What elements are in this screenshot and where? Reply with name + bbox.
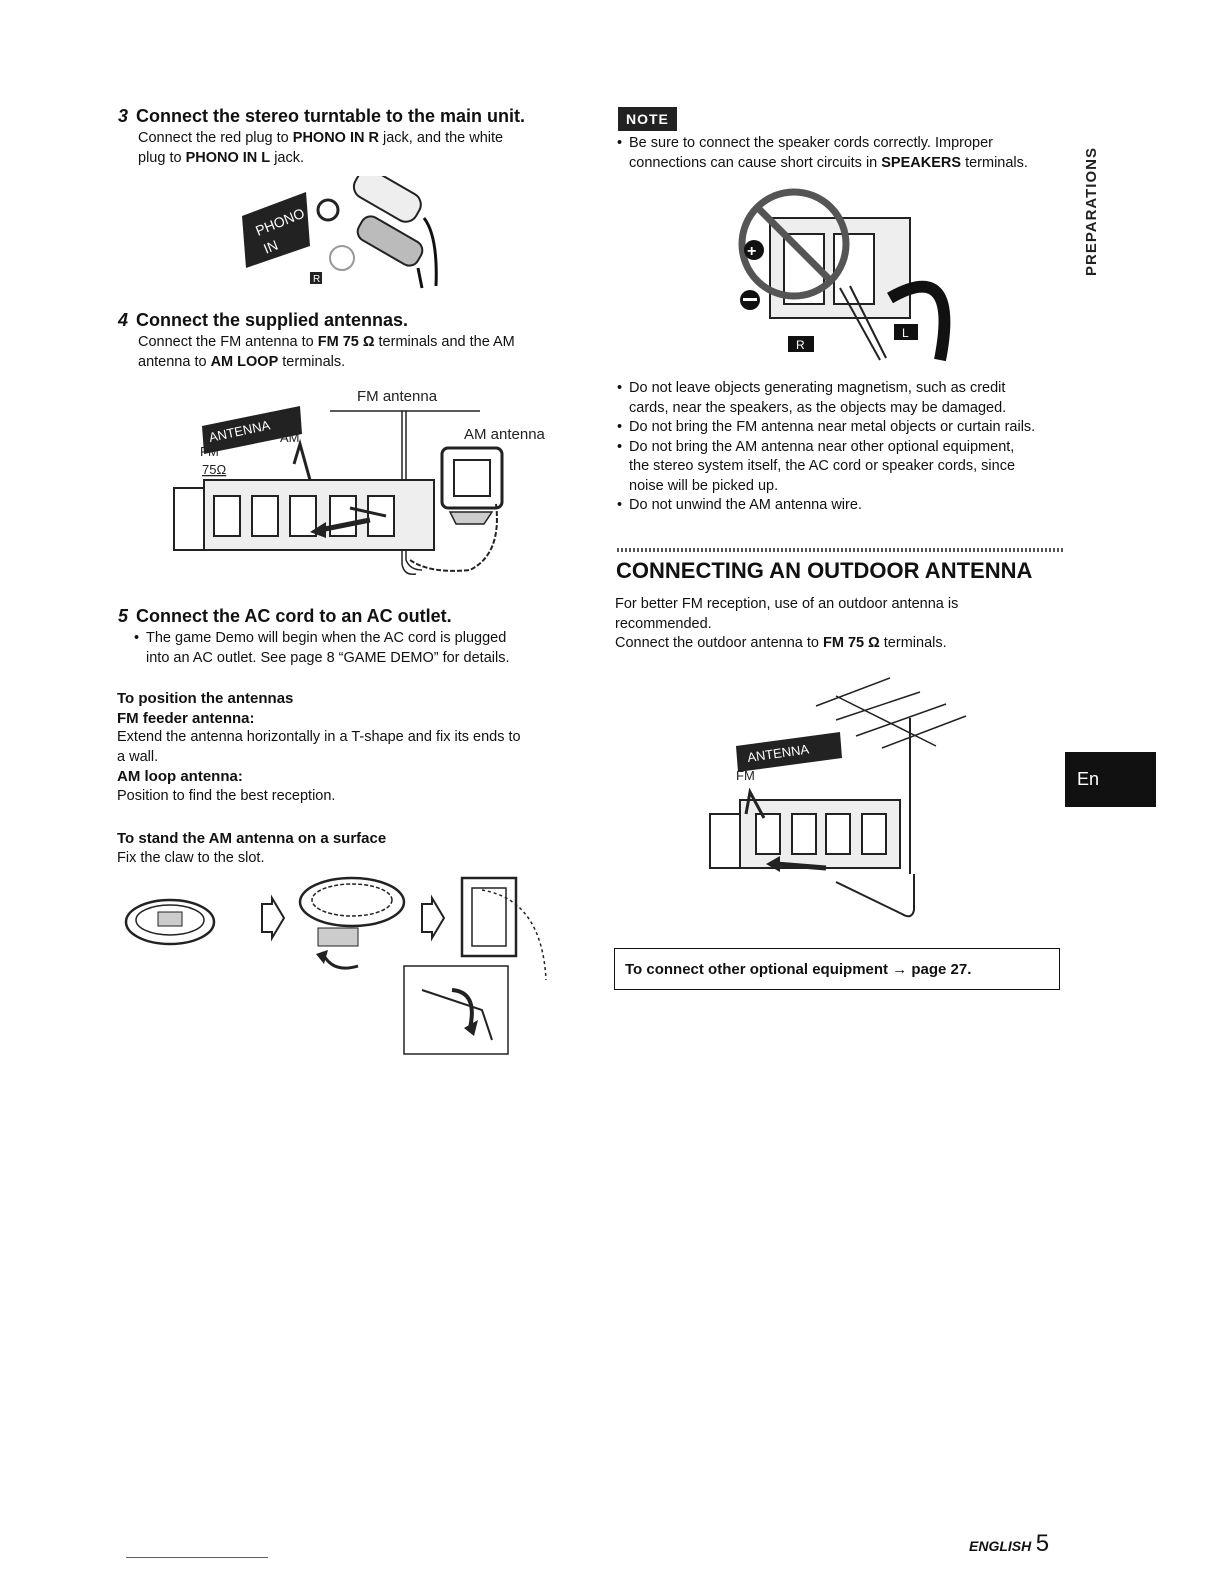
step-number: 3: [118, 106, 129, 126]
stand-section: [117, 829, 567, 868]
outdoor-antenna-figure: [706, 674, 976, 924]
svg-text:75Ω: 75Ω: [202, 462, 227, 477]
step4-title: 4 Connect the supplied antennas.: [118, 310, 409, 330]
note-bullet: • Do not leave objects generating magnetism, such as credit cards, near the speakers, as the objects may be damaged.: [617, 379, 1067, 418]
svg-text:ANTENNA: ANTENNA: [207, 417, 272, 445]
svg-text:L: L: [902, 326, 909, 340]
step5-title: 5 Connect the AC cord to an AC outlet.: [118, 606, 452, 626]
svg-text:FM: FM: [200, 444, 219, 459]
speaker-terminal-figure: [730, 178, 960, 368]
note-text: • Be sure to connect the speaker cords correctly. Improper connections can cause short circuits in SPEAKERS terminals.: [617, 134, 1067, 173]
am-loop-text: Position to find the best reception.: [117, 787, 336, 804]
fm-feeder-heading: FM feeder antenna:: [117, 709, 255, 727]
step-number: 5: [118, 606, 129, 626]
stand-heading: To stand the AM antenna on a surface: [117, 830, 387, 847]
note-bullets: [617, 379, 1067, 516]
page-footer: [969, 1530, 1049, 1558]
am-loop-heading: AM loop antenna:: [117, 768, 243, 785]
note-bullet: • Do not bring the AM antenna near other optional equipment, the stereo system itself, the AC cord or speaker cords, since noise will be picked up.: [617, 438, 1067, 497]
position-section: [117, 689, 567, 806]
fm-feeder-text: Extend the antenna horizontally in a T-shape and fix its ends to a wall.: [117, 729, 521, 765]
step4-text: Connect the FM antenna to FM 75 Ω terminals and the AM antenna to AM LOOP terminals.: [138, 334, 515, 370]
antenna-connection-figure: [170, 384, 560, 584]
language-tab: En: [1065, 752, 1156, 807]
note-bullet: • Do not bring the FM antenna near metal objects or curtain rails.: [617, 418, 1067, 438]
note-badge: NOTE: [618, 107, 677, 131]
outdoor-text: For better FM reception, use of an outdoor antenna is recommended. Connect the outdoor antenna to FM 75 Ω terminals.: [615, 596, 959, 651]
svg-text:R: R: [796, 338, 805, 352]
step5-bullet: • The game Demo will begin when the AC cord is plugged into an AC outlet. See page 8 “GAME DEMO” for details.: [134, 629, 574, 668]
am-stand-figure: [122, 870, 562, 1060]
phono-plug-figure: [236, 176, 446, 290]
page-number: 5: [1035, 1530, 1050, 1557]
stand-text: Fix the claw to the slot.: [117, 849, 265, 866]
svg-text:ANTENNA: ANTENNA: [746, 741, 810, 765]
svg-text:AM: AM: [280, 430, 300, 445]
svg-text:R: R: [313, 274, 321, 285]
svg-text:AM antenna: AM antenna: [464, 426, 545, 443]
footer-language: ENGLISH: [969, 1538, 1032, 1554]
section-divider: [617, 548, 1065, 552]
step-number: 4: [118, 310, 129, 330]
optional-equipment-reference: To connect other optional equipment → page 27.: [614, 948, 1060, 990]
svg-text:IN: IN: [261, 236, 281, 257]
footer-rule: [126, 1557, 268, 1558]
note-bullet: • Do not unwind the AM antenna wire.: [617, 496, 1067, 516]
svg-text:+: +: [747, 243, 757, 260]
svg-text:PHONO: PHONO: [253, 204, 307, 239]
position-heading: To position the antennas: [117, 690, 294, 707]
step3-text: Connect the red plug to PHONO IN R jack, and the white plug to PHONO IN L jack.: [138, 130, 504, 166]
svg-text:FM antenna: FM antenna: [357, 388, 438, 405]
svg-text:FM: FM: [736, 768, 755, 783]
outdoor-antenna-heading: CONNECTING AN OUTDOOR ANTENNA: [616, 558, 1033, 583]
section-tab-preparations: PREPARATIONS: [1083, 147, 1100, 276]
step3-title: 3 Connect the stereo turntable to the main unit.: [118, 106, 526, 126]
